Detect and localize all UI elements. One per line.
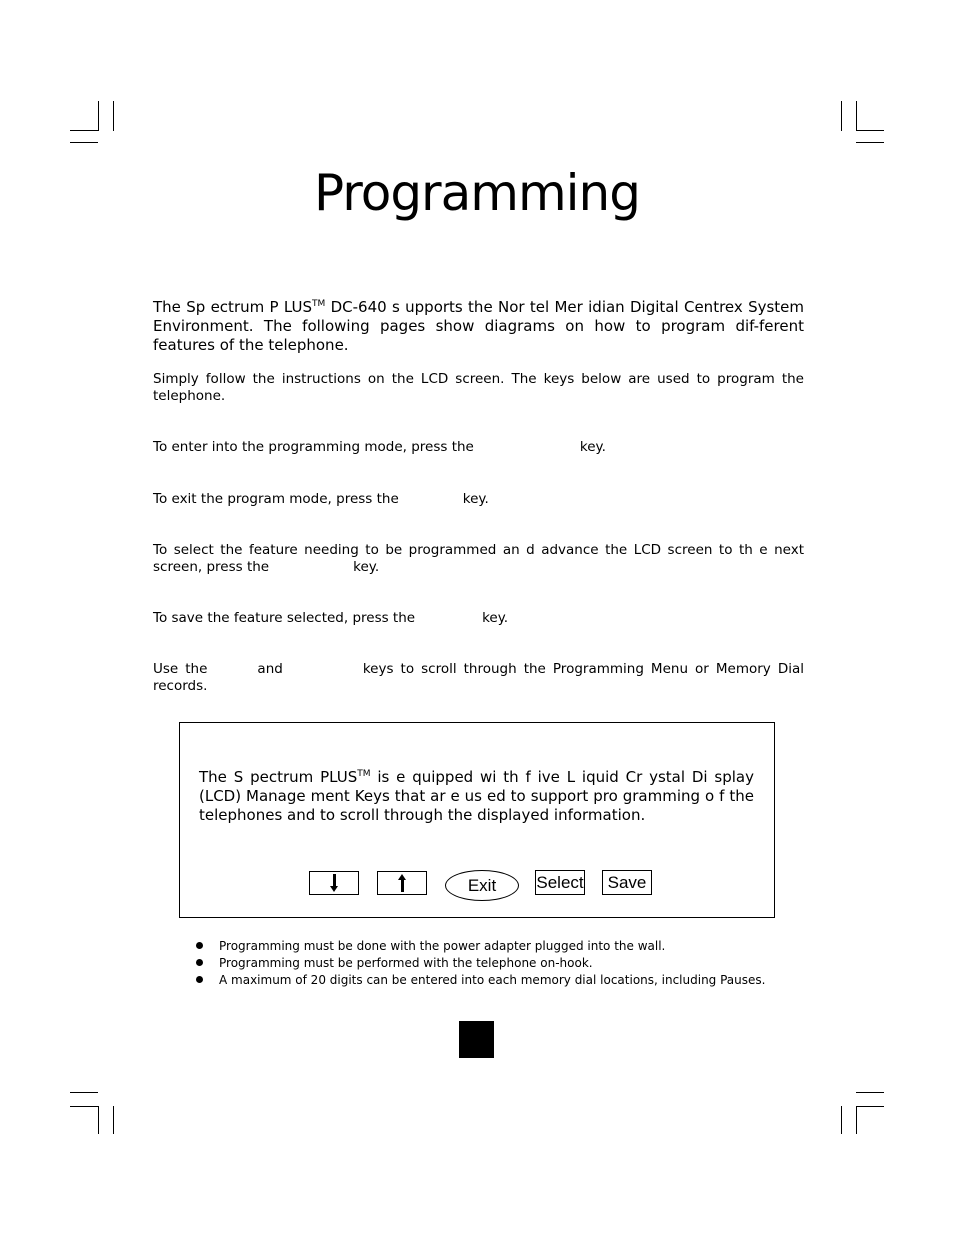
crop-mark: [841, 1106, 842, 1134]
scroll-text-start: Use the: [153, 661, 208, 677]
lcd-text-part1: The S pectrum PLUS: [199, 768, 358, 786]
crop-mark: [98, 1106, 99, 1134]
note-text: A maximum of 20 digits can be entered into each memory dial locations, including Pauses.: [219, 973, 766, 987]
select-feature-text: To select the feature needing to be programmed an d advance the LCD screen to th e next screen, press the: [153, 542, 804, 575]
notes-list: [195, 938, 815, 989]
crop-mark: [70, 1092, 98, 1093]
enter-mode-key-word: key.: [579, 439, 606, 455]
down-arrow-key[interactable]: [309, 871, 359, 895]
enter-mode-text: To enter into the programming mode, press the: [153, 439, 474, 455]
trademark-mark: TM: [312, 299, 326, 309]
up-arrow-icon: [401, 879, 404, 892]
crop-mark: [98, 101, 99, 131]
crop-mark: [856, 1106, 857, 1134]
exit-mode-text: To exit the program mode, press the: [153, 491, 399, 507]
crop-mark: [113, 101, 114, 131]
intro-paragraph: [153, 298, 804, 355]
lcd-keys-description: [199, 768, 754, 825]
lcd-text-part2: is e quipped wi th f ive L iquid Cr ystal Di splay (LCD) Manage ment Keys that ar e us ed to support pro gramming o f the telephones and to scroll through the displayed information.: [199, 768, 754, 824]
exit-key[interactable]: Exit: [445, 870, 519, 901]
enter-mode-paragraph: [153, 439, 804, 456]
save-feature-key-word: key.: [482, 610, 509, 626]
crop-mark: [70, 1106, 98, 1107]
save-feature-text: To save the feature selected, press the: [153, 610, 416, 626]
crop-mark: [841, 101, 842, 131]
list-item: [195, 972, 815, 989]
exit-mode-paragraph: [153, 491, 804, 508]
list-item: [195, 938, 815, 955]
crop-mark: [856, 142, 884, 143]
list-item: [195, 955, 815, 972]
crop-mark: [856, 101, 857, 131]
lcd-keys-box: [179, 722, 775, 918]
crop-mark: [70, 130, 98, 131]
page-number-block: [459, 1021, 494, 1058]
scroll-text-and: and: [257, 661, 283, 677]
trademark-mark: TM: [357, 769, 371, 779]
select-feature-key-word: key.: [353, 559, 380, 575]
bullet-icon: [196, 959, 203, 966]
crop-mark: [856, 1092, 884, 1093]
page-title: Programming: [314, 164, 640, 222]
scroll-paragraph: [153, 661, 804, 695]
up-arrow-key[interactable]: [377, 871, 427, 895]
crop-mark: [856, 130, 884, 131]
note-text: Programming must be performed with the telephone on-hook.: [219, 956, 593, 970]
exit-mode-key-word: key.: [462, 491, 489, 507]
scroll-text-end: keys to scroll through the Programming Menu or Memory Dial records.: [153, 661, 804, 694]
save-feature-paragraph: [153, 610, 804, 627]
intro-text-part2: DC-640 s upports the Nor tel Mer idian Digital Centrex System Environment. The following pages show diagrams on how to program dif-ferent features of the telephone.: [153, 298, 805, 354]
down-arrow-icon-head: [330, 886, 338, 892]
intro-text-part1: The Sp ectrum P LUS: [153, 298, 313, 316]
select-key[interactable]: Select: [535, 870, 585, 895]
bullet-icon: [196, 976, 203, 983]
save-key[interactable]: Save: [602, 870, 652, 895]
instructions-paragraph: Simply follow the instructions on the LCD screen. The keys below are used to program the telephone.: [153, 371, 804, 404]
crop-mark: [856, 1106, 884, 1107]
note-text: Programming must be done with the power adapter plugged into the wall.: [219, 939, 666, 953]
crop-mark: [70, 142, 98, 143]
crop-mark: [113, 1106, 114, 1134]
select-feature-paragraph: [153, 542, 804, 576]
bullet-icon: [196, 942, 203, 949]
